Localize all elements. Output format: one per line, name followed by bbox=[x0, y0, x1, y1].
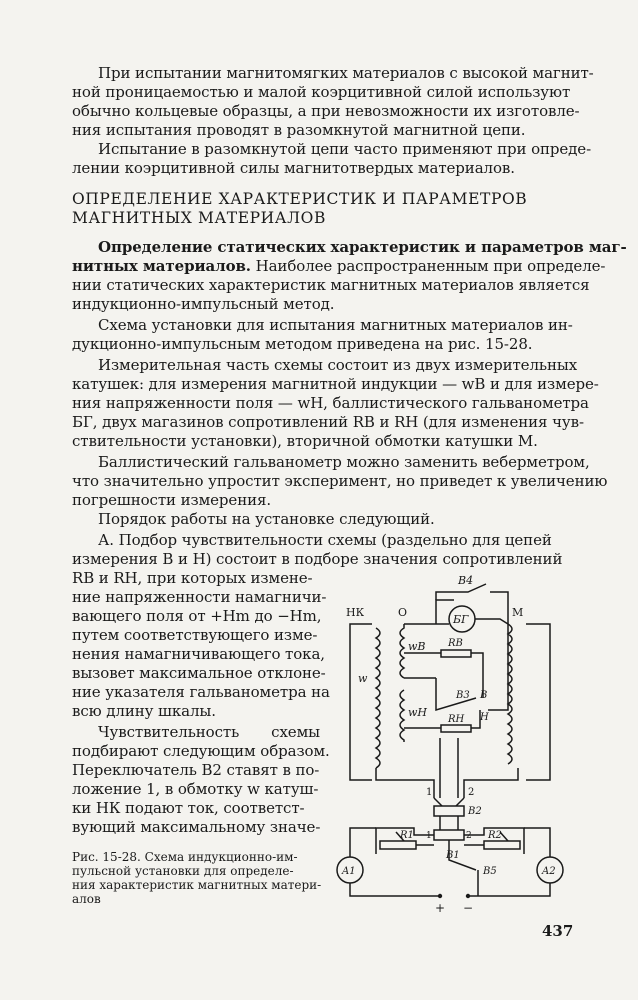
resistor-r1 bbox=[380, 841, 416, 849]
switch-b1 bbox=[434, 830, 464, 840]
bold-lead-in: нитных материалов. bbox=[72, 257, 251, 275]
text-line: путем соответствующего изме- bbox=[72, 626, 318, 644]
text-line: ния испытания проводят в разомкнутой магнитной цепи. bbox=[72, 121, 526, 139]
text-line: Переключатель B2 ставят в по- bbox=[72, 761, 320, 779]
text-line: А. Подбор чувствительности схемы (раздельно для цепей bbox=[98, 531, 552, 549]
label-o: О bbox=[398, 606, 408, 619]
text-line: ния напряженности поля — wH, баллистического гальванометра bbox=[72, 394, 589, 412]
text-line: RB и RH, при которых измене- bbox=[72, 569, 313, 587]
text-line: ложение 1, в обмотку w катуш- bbox=[72, 780, 319, 798]
resistor-rh bbox=[441, 725, 471, 732]
text-line: Измерительная часть схемы состоит из двух измерительных bbox=[98, 356, 578, 374]
text-line: вующий максимальному значе- bbox=[72, 818, 321, 836]
circuit-diagram bbox=[328, 570, 580, 916]
label-plus: + bbox=[435, 901, 446, 915]
figure-caption: алов bbox=[72, 892, 101, 906]
text-line: вающего поля от +Hm до −Hm, bbox=[72, 607, 322, 625]
coil-wb bbox=[400, 624, 404, 678]
text-line: ние напряженности намагничи- bbox=[72, 588, 327, 606]
text-line: Чувствительность схемы bbox=[98, 723, 320, 741]
core-frame-right bbox=[526, 624, 550, 780]
label-minus: − bbox=[463, 901, 474, 915]
label-b4: B4 bbox=[458, 574, 474, 587]
text-line bbox=[72, 257, 606, 276]
text-line: что значительно упростит эксперимент, но приведет к увеличению bbox=[72, 472, 608, 490]
coil-w bbox=[376, 628, 380, 768]
label-bg: БГ bbox=[453, 613, 469, 626]
page-number: 437 bbox=[542, 922, 574, 940]
text-line: вызовет максимальное отклоне- bbox=[72, 664, 326, 682]
label-a2: A2 bbox=[542, 866, 556, 877]
text-line: обычно кольцевые образцы, а при невозможности их изготовле- bbox=[72, 102, 580, 120]
label-a1: A1 bbox=[342, 866, 356, 877]
text-line: катушек: для измерения магнитной индукции — wB и для измере- bbox=[72, 375, 599, 393]
label-pos-2b: 2 bbox=[466, 831, 472, 841]
text-line: всю длину шкалы. bbox=[72, 702, 216, 720]
label-r2: R2 bbox=[488, 830, 502, 841]
text-line: дукционно-импульсным методом приведена на рис. 15-28. bbox=[72, 335, 533, 353]
text-line: ние указателя гальванометра на bbox=[72, 683, 330, 701]
text-line: Испытание в разомкнутой цепи часто применяют при опреде- bbox=[98, 140, 592, 158]
label-rb: RB bbox=[448, 638, 463, 649]
text-line: ной проницаемостью и малой коэрцитивной силой используют bbox=[72, 83, 571, 101]
text-line: Порядок работы на установке следующий. bbox=[98, 510, 435, 528]
resistor-r2 bbox=[484, 841, 520, 849]
label-pos-2: 2 bbox=[468, 787, 475, 798]
section-heading: ОПРЕДЕЛЕНИЕ ХАРАКТЕРИСТИК И ПАРАМЕТРОВ bbox=[72, 190, 528, 208]
bold-lead-in: Определение статических характеристик и параметров маг- bbox=[98, 238, 627, 256]
text-line: индукционно-импульсный метод. bbox=[72, 295, 335, 313]
label-pos-1: 1 bbox=[426, 787, 433, 798]
text-line: подбирают следующим образом. bbox=[72, 742, 330, 760]
resistor-rb bbox=[441, 650, 471, 657]
label-wb: wB bbox=[408, 640, 426, 653]
text-line: ствительности установки), вторичной обмотки катушки M. bbox=[72, 432, 538, 450]
label-b3: B3 bbox=[456, 690, 470, 701]
label-r1: R1 bbox=[400, 830, 414, 841]
terminals bbox=[438, 894, 470, 898]
figure-caption: Рис. 15-28. Схема индукционно-им- bbox=[72, 850, 298, 864]
text-line: нения намагничивающего тока, bbox=[72, 645, 325, 663]
label-b2: B2 bbox=[468, 806, 482, 817]
switch-b2 bbox=[434, 806, 464, 816]
label-b1: B1 bbox=[446, 850, 460, 861]
label-rh: RH bbox=[448, 714, 465, 725]
core-frame-left bbox=[350, 624, 372, 780]
label-pos-1b: 1 bbox=[426, 831, 432, 841]
label-m: М bbox=[512, 606, 524, 619]
label-b5: B5 bbox=[483, 866, 497, 877]
label-h-switch: H bbox=[480, 712, 489, 723]
coil-wh bbox=[400, 690, 404, 742]
text-line: ки НК подают ток, соответст- bbox=[72, 799, 305, 817]
text-line: При испытании магнитомягких материалов с высокой магнит- bbox=[98, 64, 594, 82]
text-span: Наиболее распространенным при определе- bbox=[250, 257, 606, 275]
label-b-switch: B bbox=[480, 690, 488, 701]
figure-caption: пульсной установки для определе- bbox=[72, 864, 294, 878]
text-line: Баллистический гальванометр можно заменить веберметром, bbox=[98, 453, 590, 471]
text-line: БГ, двух магазинов сопротивлений RB и RH (для изменения чув- bbox=[72, 413, 584, 431]
label-wh: wH bbox=[408, 706, 428, 719]
text-line: нии статических характеристик магнитных материалов является bbox=[72, 276, 590, 294]
section-heading: МАГНИТНЫХ МАТЕРИАЛОВ bbox=[72, 209, 326, 227]
text-line: погрешности измерения. bbox=[72, 491, 272, 509]
label-nk: НК bbox=[346, 606, 365, 619]
label-w: w bbox=[358, 672, 368, 685]
text-line: Схема установки для испытания магнитных материалов ин- bbox=[98, 316, 573, 334]
figure-caption: ния характеристик магнитных матери- bbox=[72, 878, 322, 892]
text-line: измерения B и H) состоит в подборе значения сопротивлений bbox=[72, 550, 563, 568]
text-line: лении коэрцитивной силы магнитотвердых материалов. bbox=[72, 159, 515, 177]
